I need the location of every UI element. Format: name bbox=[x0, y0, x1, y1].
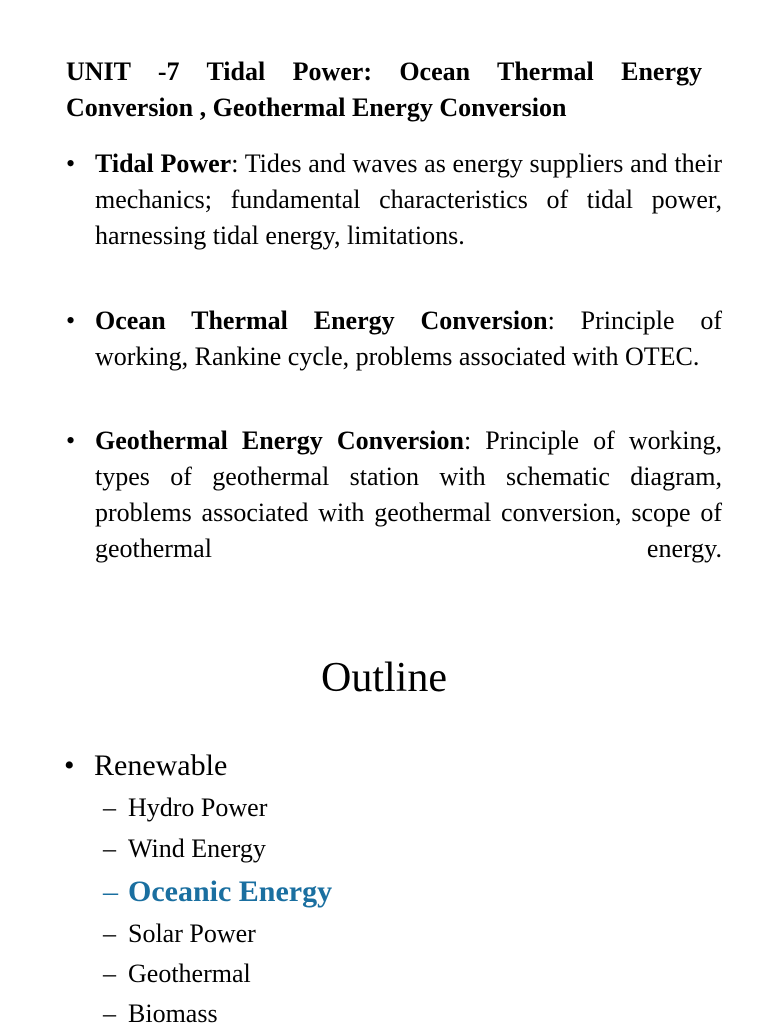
outline-item-label: Renewable bbox=[94, 749, 228, 782]
bullet-colon: : bbox=[463, 426, 472, 455]
dash-marker: – bbox=[103, 834, 116, 863]
bullet-term: Geothermal Energy Conversion bbox=[95, 426, 464, 455]
outline-subitem-solar-power bbox=[103, 918, 256, 950]
bullet-term: Ocean Thermal Energy Conversion bbox=[95, 306, 548, 335]
outline-subitem-hydro-power bbox=[103, 792, 267, 824]
bullet-marker: • bbox=[66, 149, 76, 178]
dash-marker: – bbox=[103, 793, 116, 822]
outline-subitem-geothermal bbox=[103, 958, 251, 990]
subitem-label: Oceanic Energy bbox=[128, 875, 333, 908]
bullet-colon: : bbox=[547, 306, 555, 335]
bullet-text: Principle of working, Rankine cycle, problems associated with OTEC. bbox=[95, 306, 722, 371]
bullet-marker: • bbox=[66, 306, 76, 335]
dash-marker: – bbox=[103, 959, 116, 988]
syllabus-bullet-tidal-power bbox=[66, 146, 722, 254]
unit-heading-rest: Ocean Thermal Energy bbox=[371, 57, 702, 86]
bullet-text: Tides and waves as energy suppliers and their mechanics; fundamental characteristics of tidal power, harnessing tidal energy, limitations. bbox=[95, 149, 722, 250]
dash-marker: – bbox=[103, 919, 116, 948]
outline-subitem-wind-energy bbox=[103, 833, 266, 865]
bullet-colon: : bbox=[231, 149, 239, 178]
subitem-label: Geothermal bbox=[128, 959, 251, 988]
syllabus-bullet-geothermal bbox=[66, 423, 722, 567]
bullet-marker: • bbox=[66, 426, 76, 455]
bullet-term: Tidal Power bbox=[95, 149, 232, 178]
bullet-marker: • bbox=[64, 749, 75, 782]
unit-heading-colon: : bbox=[363, 57, 372, 86]
dash-marker: – bbox=[103, 875, 118, 908]
outline-title: Outline bbox=[321, 655, 447, 701]
subitem-label: Wind Energy bbox=[128, 834, 266, 863]
outline-subitem-oceanic-energy bbox=[103, 873, 332, 911]
unit-heading-line2: Conversion , Geothermal Energy Conversion bbox=[66, 93, 567, 122]
outline-subitem-biomass bbox=[103, 998, 218, 1030]
syllabus-bullet-otec bbox=[66, 303, 722, 375]
bullet-text: Principle of working, types of geothermal station with schematic diagram, problems associated with geothermal conversion, scope of geothermal energy. bbox=[95, 426, 722, 563]
unit-heading-prefix: UNIT -7 Tidal Power bbox=[66, 57, 364, 86]
subitem-label: Biomass bbox=[128, 999, 218, 1028]
outline-item-renewable bbox=[64, 747, 227, 785]
unit-heading bbox=[66, 54, 702, 126]
dash-marker: – bbox=[103, 999, 116, 1028]
subitem-label: Solar Power bbox=[128, 919, 256, 948]
subitem-label: Hydro Power bbox=[128, 793, 268, 822]
